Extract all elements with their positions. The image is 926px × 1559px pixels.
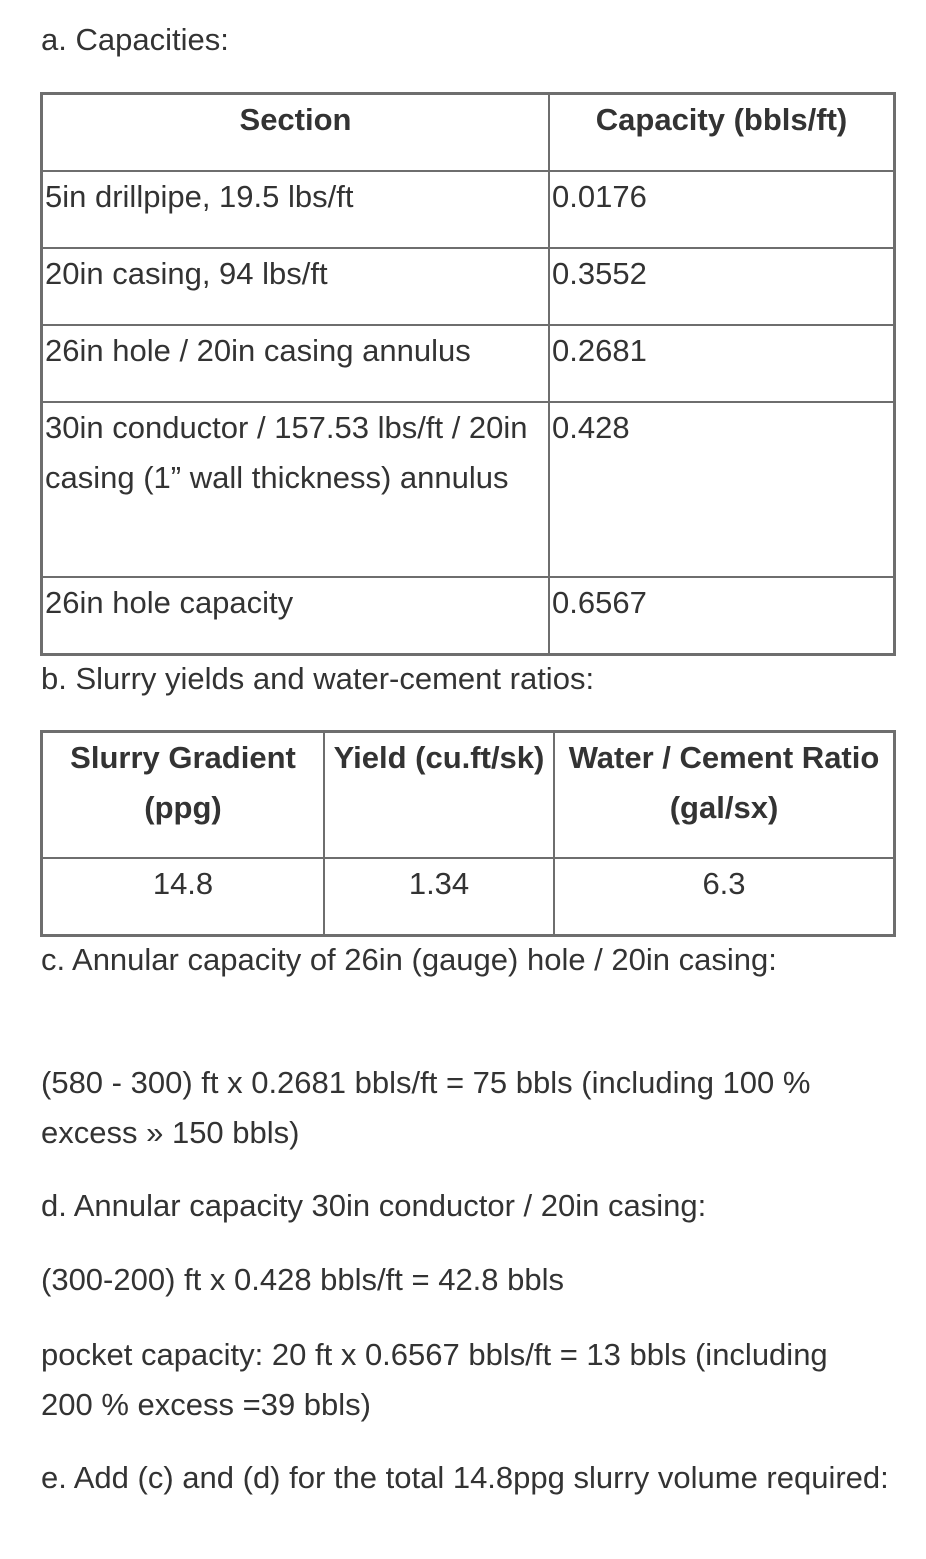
capacity-cell: 0.6567 — [549, 577, 894, 654]
capacities-table — [40, 92, 896, 656]
section-cell: 26in hole capacity — [42, 577, 549, 654]
gradient-cell: 14.8 — [42, 858, 324, 935]
pocket-capacity-calculation: pocket capacity: 20 ft x 0.6567 bbls/ft = 13 bbls (including 200 % excess =39 bbls) — [41, 1337, 828, 1422]
column-header-capacity: Capacity (bbls/ft) — [549, 94, 894, 171]
column-header-gradient: Slurry Gradient (ppg) — [42, 732, 324, 858]
column-header-section: Section — [42, 94, 549, 171]
ratio-cell: 6.3 — [554, 858, 894, 935]
yield-cell: 1.34 — [324, 858, 554, 935]
section-cell: 26in hole / 20in casing annulus — [42, 325, 549, 402]
table-row — [42, 577, 894, 654]
capacity-cell: 0.0176 — [549, 171, 894, 248]
section-cell: 30in conductor / 157.53 lbs/ft / 20in casing (1” wall thickness) annulus — [42, 402, 549, 577]
section-d-heading: d. Annular capacity 30in conductor / 20in casing: — [41, 1188, 707, 1223]
slurry-table — [40, 730, 896, 937]
table-header-row — [42, 732, 894, 858]
section-cell: 5in drillpipe, 19.5 lbs/ft — [42, 171, 549, 248]
section-a-heading: a. Capacities: — [41, 22, 229, 57]
table-row — [42, 325, 894, 402]
column-header-yield: Yield (cu.ft/sk) — [324, 732, 554, 858]
table-row — [42, 171, 894, 248]
table-row — [42, 248, 894, 325]
table-row — [42, 402, 894, 577]
section-e-heading: e. Add (c) and (d) for the total 14.8ppg slurry volume required: — [41, 1460, 889, 1495]
section-c-heading: c. Annular capacity of 26in (gauge) hole / 20in casing: — [41, 942, 777, 977]
capacity-cell: 0.428 — [549, 402, 894, 577]
capacity-cell: 0.3552 — [549, 248, 894, 325]
section-c-calculation: (580 - 300) ft x 0.2681 bbls/ft = 75 bbls (including 100 % excess » 150 bbls) — [41, 1065, 811, 1150]
section-cell: 20in casing, 94 lbs/ft — [42, 248, 549, 325]
table-header-row — [42, 94, 894, 171]
column-header-ratio: Water / Cement Ratio (gal/sx) — [554, 732, 894, 858]
capacity-cell: 0.2681 — [549, 325, 894, 402]
table-row — [42, 858, 894, 935]
section-b-heading: b. Slurry yields and water-cement ratios: — [41, 661, 595, 696]
section-d-calculation: (300-200) ft x 0.428 bbls/ft = 42.8 bbls — [41, 1262, 565, 1297]
